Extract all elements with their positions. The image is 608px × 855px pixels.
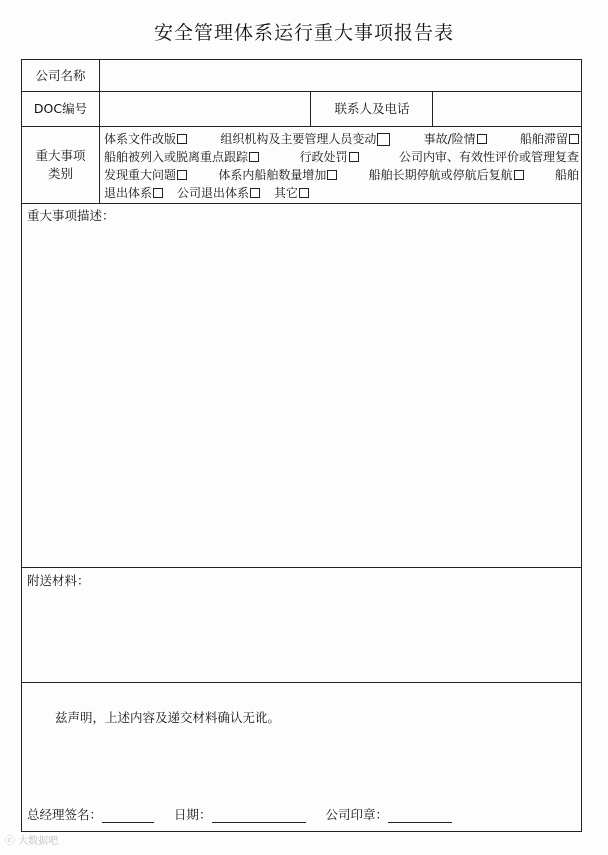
category-row [104, 166, 579, 184]
row-divider [22, 567, 581, 568]
category-option-label: 船舶长期停航或停航后复航 [368, 168, 513, 182]
category-option[interactable] [104, 184, 163, 202]
major-type-label-line1: 重大事项 [35, 147, 86, 163]
row-divider [22, 91, 581, 92]
report-form [21, 59, 582, 832]
checkbox-icon[interactable] [153, 188, 163, 198]
attachments-label: 附送材料： [27, 573, 90, 588]
col-divider [99, 60, 100, 203]
category-option-label: 公司退出体系 [177, 186, 250, 200]
category-checklist [104, 130, 579, 202]
checkbox-icon[interactable] [327, 170, 337, 180]
category-option-label: 公司内审、有效性评价或管理复查 [398, 150, 579, 164]
category-option-label: 体系内船舶数量增加 [218, 168, 327, 182]
row-divider [22, 682, 581, 683]
description-label: 重大事项描述： [27, 208, 115, 223]
category-option[interactable] [220, 130, 390, 148]
company-name-field[interactable] [101, 62, 579, 90]
category-option[interactable] [177, 184, 260, 202]
category-option-label: 船舶被列入或脱离重点跟踪 [104, 150, 249, 164]
contact-field[interactable] [434, 93, 579, 125]
category-option[interactable] [274, 184, 309, 202]
category-option [555, 166, 579, 184]
watermark-text: 大数据吧 [18, 836, 59, 847]
doc-number-label: DOC编号 [33, 100, 88, 116]
attachments-field[interactable] [24, 588, 579, 680]
category-option[interactable] [424, 130, 487, 148]
category-option-label: 事故/险情 [423, 132, 476, 146]
checkbox-icon[interactable] [177, 170, 187, 180]
category-option-label: 体系文件改版 [104, 132, 177, 146]
category-option[interactable] [104, 130, 187, 148]
col-divider [432, 91, 433, 126]
form-title: 安全管理体系运行重大事项报告表 [153, 22, 454, 44]
category-option-label: 行政处罚 [299, 150, 348, 164]
seal-label: 公司印章： [325, 807, 389, 822]
category-row [104, 130, 579, 148]
category-option-label: 船舶 [554, 168, 579, 182]
category-option[interactable] [299, 148, 358, 166]
checkbox-icon[interactable] [177, 134, 187, 144]
checkbox-icon[interactable] [477, 134, 487, 144]
category-option-label: 发现重大问题 [104, 168, 177, 182]
manager-signature-label: 总经理签名： [27, 807, 103, 822]
col-divider [310, 91, 311, 126]
row-divider [22, 126, 581, 127]
category-option-label: 其它 [274, 186, 299, 200]
category-option[interactable] [369, 166, 524, 184]
description-field[interactable] [24, 224, 579, 564]
company-name-label: 公司名称 [35, 67, 86, 83]
doc-number-field[interactable] [101, 93, 309, 125]
checkbox-icon[interactable] [249, 152, 259, 162]
checkbox-icon[interactable] [299, 188, 309, 198]
category-option[interactable] [520, 130, 579, 148]
category-option[interactable] [104, 148, 259, 166]
major-type-label-line2: 类别 [47, 165, 73, 181]
category-row [104, 148, 579, 166]
checkbox-icon[interactable] [250, 188, 260, 198]
manager-signature-field[interactable] [102, 810, 154, 823]
category-option[interactable] [399, 148, 579, 166]
category-option-label: 组织机构及主要管理人员变动 [220, 132, 377, 146]
watermark [5, 832, 58, 847]
major-type-label [22, 126, 99, 203]
date-field[interactable] [212, 810, 306, 823]
checkbox-icon[interactable] [514, 170, 524, 180]
seal-field[interactable] [388, 810, 452, 823]
signature-row [27, 805, 452, 823]
watermark-logo-icon: ⓒ [5, 836, 15, 847]
category-option-label: 退出体系 [104, 186, 153, 200]
checkbox-icon[interactable] [377, 133, 390, 146]
date-label: 日期： [174, 807, 212, 822]
contact-label: 联系人及电话 [334, 100, 410, 116]
checkbox-icon[interactable] [569, 134, 579, 144]
category-option[interactable] [104, 166, 187, 184]
category-option[interactable] [218, 166, 337, 184]
row-divider [22, 203, 581, 204]
category-option-label: 船舶滞留 [519, 132, 568, 146]
declaration-text: 兹声明，上述内容及递交材料确认无讹。 [55, 710, 281, 725]
checkbox-icon[interactable] [349, 152, 359, 162]
category-row [104, 184, 579, 202]
